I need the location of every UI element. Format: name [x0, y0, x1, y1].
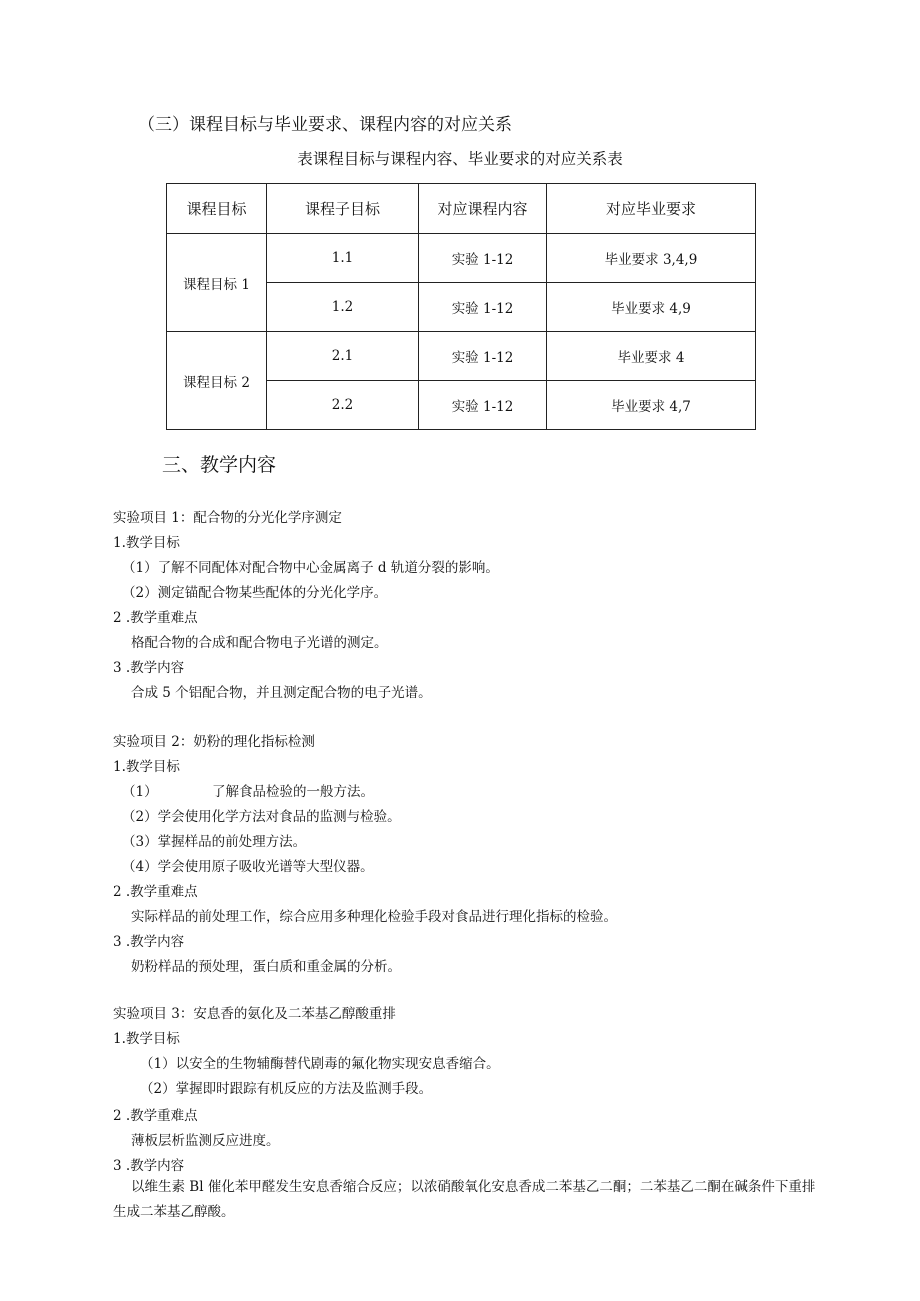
- difficulty-label: 2 .教学重难点: [113, 610, 198, 626]
- goal-item: （4）学会使用原子吸收光谱等大型仪器。: [122, 859, 374, 875]
- difficulty-label: 2 .教学重难点: [113, 1108, 198, 1124]
- goal-label: 1.教学目标: [113, 1031, 180, 1047]
- goal-item: （2）掌握即时跟踪有机反应的方法及监测手段。: [140, 1081, 433, 1097]
- header-sub-goal: 课程子目标: [267, 184, 419, 234]
- cell-sub-goal: 2.1: [267, 332, 419, 381]
- goal-item: 了解食品检验的一般方法。: [212, 784, 374, 800]
- project-title: 实验项目 1：配合物的分光化学序测定: [113, 510, 342, 526]
- cell-sub-goal: 2.2: [267, 381, 419, 430]
- goal-item: （1）以安全的生物辅酶替代剧毒的氟化物实现安息香缩合。: [140, 1056, 500, 1072]
- project-title: 实验项目 3：安息香的氨化及二苯基乙醇酸重排: [113, 1006, 396, 1022]
- header-course-goal: 课程目标: [167, 184, 267, 234]
- difficulty-text: 实际样品的前处理工作，综合应用多种理化检验手段对食品进行理化指标的检验。: [131, 909, 617, 925]
- goal-item: （2）学会使用化学方法对食品的监测与检验。: [122, 809, 401, 825]
- goal-item: （2）测定锚配合物某些配体的分光化学序。: [122, 585, 388, 601]
- header-graduation-requirement: 对应毕业要求: [547, 184, 756, 234]
- section-heading-mapping: （三）课程目标与毕业要求、课程内容的对应关系: [138, 115, 512, 135]
- table-caption: 表课程目标与课程内容、毕业要求的对应关系表: [297, 150, 623, 168]
- section-heading-teaching-content: 三、教学内容: [162, 454, 277, 476]
- header-course-content: 对应课程内容: [419, 184, 547, 234]
- content-label: 3 .教学内容: [113, 1158, 185, 1174]
- goal-item: （1）了解不同配体对配合物中心金属离子 d 轨道分裂的影响。: [122, 560, 499, 576]
- difficulty-text: 格配合物的合成和配合物电子光谱的测定。: [131, 635, 388, 651]
- cell-course-goal: 课程目标 2: [167, 332, 267, 430]
- cell-course-content: 实验 1-12: [419, 283, 547, 332]
- content-label: 3 .教学内容: [113, 660, 185, 676]
- cell-sub-goal: 1.2: [267, 283, 419, 332]
- cell-graduation-requirement: 毕业要求 3,4,9: [547, 234, 756, 283]
- table-row: [167, 332, 756, 381]
- project-title: 实验项目 2：奶粉的理化指标检测: [113, 734, 315, 750]
- difficulty-label: 2 .教学重难点: [113, 884, 198, 900]
- cell-graduation-requirement: 毕业要求 4,9: [547, 283, 756, 332]
- table-row: [167, 234, 756, 283]
- cell-course-goal: 课程目标 1: [167, 234, 267, 332]
- cell-course-content: 实验 1-12: [419, 381, 547, 430]
- content-text: 奶粉样品的预处理，蛋白质和重金属的分析。: [131, 959, 401, 975]
- cell-course-content: 实验 1-12: [419, 332, 547, 381]
- cell-course-content: 实验 1-12: [419, 234, 547, 283]
- goal-label: 1.教学目标: [113, 535, 180, 551]
- cell-sub-goal: 1.1: [267, 234, 419, 283]
- cell-graduation-requirement: 毕业要求 4,7: [547, 381, 756, 430]
- content-label: 3 .教学内容: [113, 934, 185, 950]
- goal-item-number: （1）: [122, 784, 158, 800]
- mapping-table: [166, 183, 756, 430]
- difficulty-text: 薄板层析监测反应进度。: [131, 1133, 280, 1149]
- cell-graduation-requirement: 毕业要求 4: [547, 332, 756, 381]
- content-text: 以维生素 Bl 催化苯甲醛发生安息香缩合反应；以浓硝酸氧化安息香成二苯基乙二酮；二苯基乙二酮在碱条件下重排生成二苯基乙醇酸。: [113, 1179, 816, 1220]
- table-header-row: [167, 184, 756, 234]
- goal-label: 1.教学目标: [113, 759, 180, 775]
- content-text: 合成 5 个铝配合物，并且测定配合物的电子光谱。: [131, 685, 432, 701]
- goal-item: （3）掌握样品的前处理方法。: [122, 834, 307, 850]
